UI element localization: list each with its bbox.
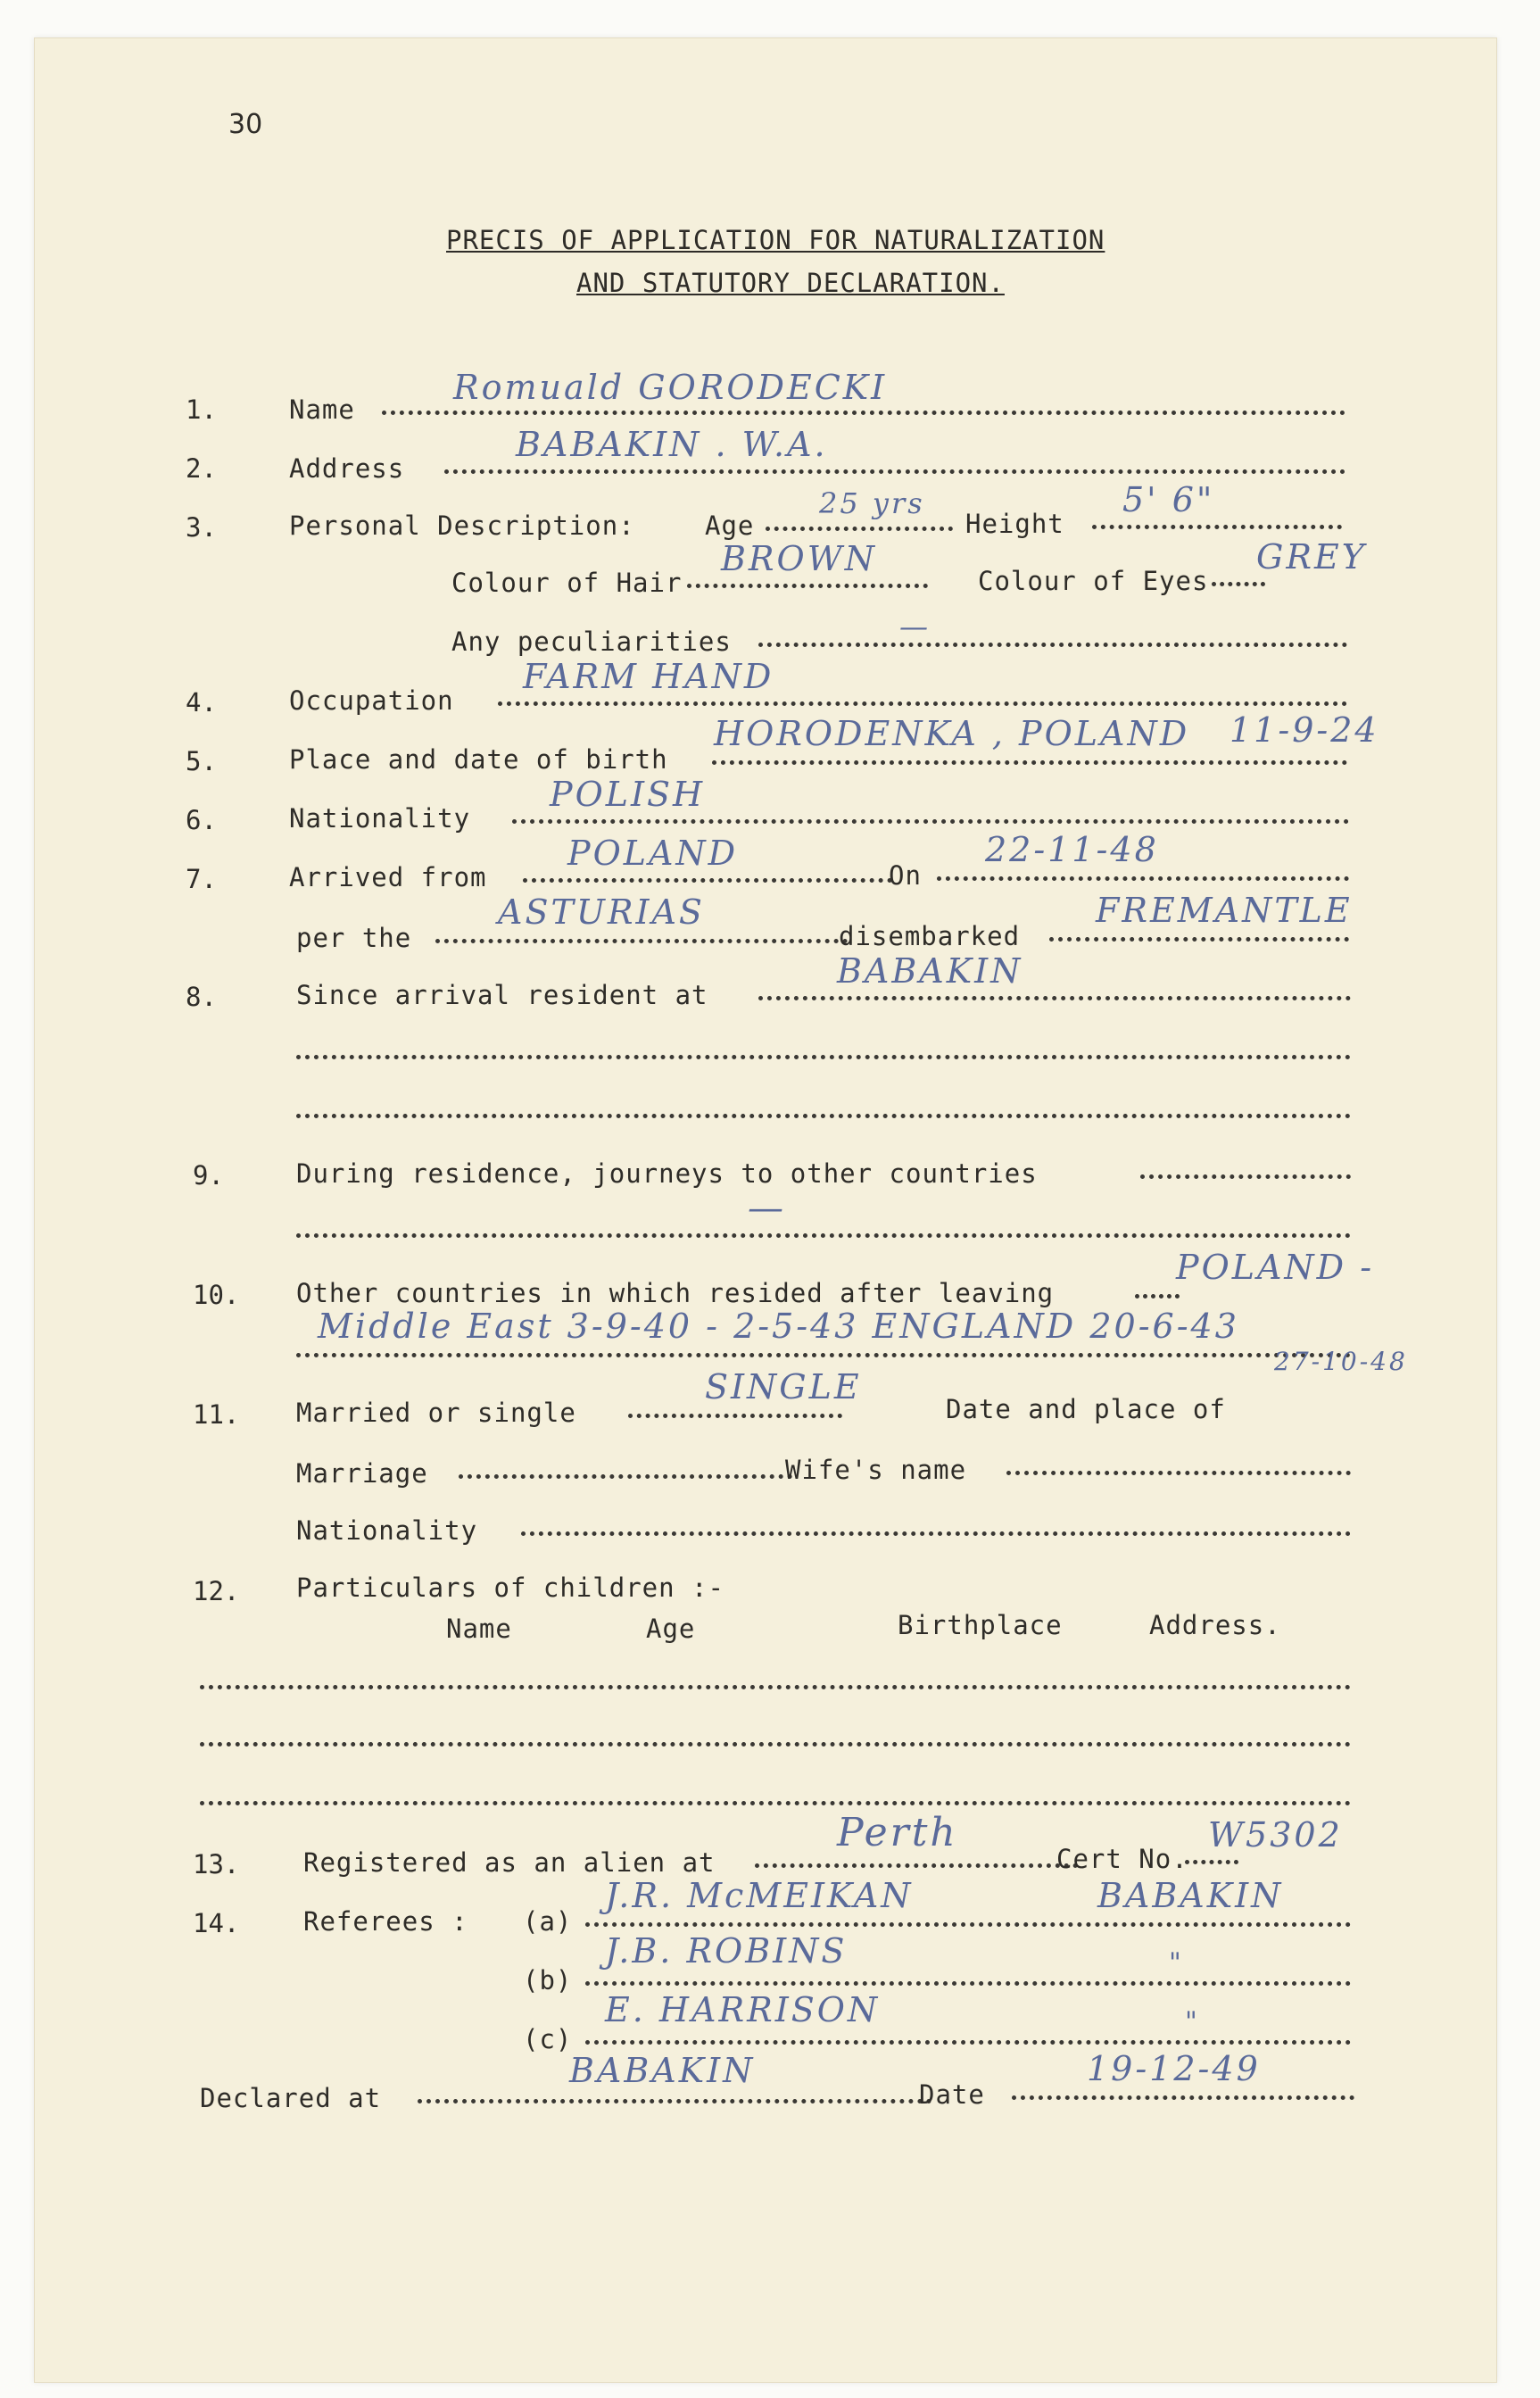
cert-no-entry: W5302	[1208, 1815, 1343, 1855]
dotted-line	[937, 876, 1349, 881]
arrived-on-entry: 22-11-48	[985, 830, 1159, 869]
item-number: 13.	[193, 1849, 240, 1879]
birth-label: Place and date of birth	[289, 744, 668, 775]
disembarked-label: disembarked	[839, 921, 1021, 951]
ref-a-place-entry: BABAKIN	[1097, 1876, 1284, 1915]
dotted-line	[1140, 1174, 1351, 1179]
item-number: 6.	[186, 805, 217, 835]
ref-b-label: (b)	[523, 1965, 573, 1996]
item-number: 4.	[186, 687, 217, 718]
item-number: 11.	[193, 1399, 240, 1430]
dotted-line	[1135, 1294, 1180, 1299]
dotted-line	[200, 1742, 1351, 1747]
dotted-line	[1092, 525, 1342, 529]
date-place-label: Date and place of	[946, 1394, 1226, 1424]
arrived-entry: POLAND	[567, 834, 739, 873]
nationality-label: Nationality	[289, 803, 471, 834]
ref-b-place-entry: "	[1169, 1947, 1184, 1979]
dotted-line	[459, 1474, 792, 1479]
resident-entry: BABAKIN	[837, 951, 1023, 991]
dotted-line	[444, 469, 1345, 474]
dotted-line	[628, 1414, 842, 1418]
dotted-line	[523, 878, 892, 883]
nationality2-label: Nationality	[296, 1515, 478, 1546]
height-entry: 5' 6"	[1122, 480, 1215, 519]
page-number: 30	[228, 109, 263, 140]
item-number: 1.	[186, 394, 217, 425]
age-entry: 25 yrs	[819, 486, 925, 520]
dotted-line	[1006, 1471, 1351, 1475]
dotted-line	[521, 1531, 1351, 1536]
ref-c-name-entry: E. HARRISON	[605, 1990, 881, 2029]
dotted-line	[296, 1055, 1351, 1059]
dotted-line	[758, 996, 1351, 1000]
col-birthplace-label: Birthplace	[898, 1610, 1063, 1640]
name-entry: Romuald GORODECKI	[453, 368, 888, 407]
birth-place-entry: HORODENKA , POLAND	[714, 714, 1190, 753]
dotted-line	[712, 760, 1347, 765]
marital-entry: SINGLE	[705, 1367, 862, 1406]
birth-date-entry: 11-9-24	[1230, 710, 1379, 750]
address-entry: BABAKIN . W.A.	[516, 425, 828, 464]
disembarked-entry: FREMANTLE	[1096, 891, 1353, 930]
height-label: Height	[965, 509, 1064, 539]
occupation-entry: FARM HAND	[523, 657, 774, 696]
eyes-entry: GREY	[1256, 537, 1367, 577]
item-number: 14.	[193, 1908, 240, 1938]
item-number: 7.	[186, 864, 217, 894]
item-number: 5.	[186, 746, 217, 776]
other-countries-label: Other countries in which resided after leaving	[296, 1278, 1055, 1308]
item-number: 3.	[186, 512, 217, 543]
arrived-label: Arrived from	[289, 862, 487, 892]
other-countries-end-entry: 27-10-48	[1274, 1347, 1408, 1376]
left-country-entry: POLAND -	[1176, 1248, 1375, 1287]
item-number: 12.	[193, 1576, 240, 1606]
dotted-line	[296, 1233, 1351, 1238]
dotted-line	[296, 1353, 1351, 1357]
on-label: On	[889, 860, 922, 891]
item-number: 2.	[186, 453, 217, 484]
children-label: Particulars of children :-	[296, 1572, 724, 1603]
item-number: 10.	[193, 1280, 240, 1310]
dotted-line	[687, 584, 928, 588]
dotted-line	[1012, 2095, 1354, 2100]
item-number: 8.	[186, 982, 217, 1012]
name-label: Name	[289, 394, 355, 425]
title-line-1: PRECIS OF APPLICATION FOR NATURALIZATION	[446, 225, 1105, 255]
col-address-label: Address.	[1149, 1610, 1281, 1640]
dotted-line	[435, 939, 848, 943]
other-countries-entry: Middle East 3-9-40 - 2-5-43 ENGLAND 20-6-43	[318, 1307, 1239, 1346]
dotted-line	[382, 411, 1345, 415]
occupation-label: Occupation	[289, 685, 454, 716]
personal-description-label: Personal Description:	[289, 510, 635, 541]
dotted-line	[755, 1863, 1078, 1868]
dotted-line	[1049, 937, 1349, 942]
address-label: Address	[289, 453, 405, 484]
dotted-line	[585, 1981, 1351, 1986]
age-label: Age	[705, 510, 755, 541]
dotted-line	[758, 643, 1347, 647]
document-page	[34, 37, 1497, 2383]
dotted-line	[498, 701, 1347, 706]
journeys-entry: —	[748, 1188, 786, 1229]
dotted-line	[1212, 582, 1265, 586]
hair-label: Colour of Hair	[451, 568, 683, 598]
per-the-label: per the	[296, 923, 412, 953]
ref-a-label: (a)	[523, 1906, 573, 1937]
eyes-label: Colour of Eyes	[978, 566, 1209, 596]
marriage-label: Marriage	[296, 1458, 428, 1489]
declared-at-entry: BABAKIN	[569, 2051, 756, 2090]
dotted-line	[585, 1922, 1351, 1927]
peculiarities-entry: —	[899, 610, 931, 643]
declared-date-entry: 19-12-49	[1087, 2049, 1261, 2088]
nationality-entry: POLISH	[550, 775, 706, 814]
dotted-line	[418, 2099, 931, 2103]
item-number: 9.	[193, 1160, 224, 1191]
title-line-2: AND STATUTORY DECLARATION.	[576, 268, 1005, 298]
peculiarities-label: Any peculiarities	[451, 626, 732, 657]
ref-b-name-entry: J.B. ROBINS	[605, 1931, 848, 1971]
ship-entry: ASTURIAS	[498, 892, 705, 932]
referees-label: Referees :	[303, 1906, 468, 1937]
dotted-line	[200, 1801, 1351, 1805]
registered-entry: Perth	[837, 1810, 958, 1855]
dotted-line	[1185, 1860, 1238, 1864]
resident-label: Since arrival resident at	[296, 980, 708, 1010]
declared-at-label: Declared at	[200, 2083, 382, 2113]
ref-c-place-entry: "	[1185, 2006, 1200, 2037]
dotted-line	[585, 2040, 1351, 2045]
wife-name-label: Wife's name	[785, 1455, 967, 1485]
registered-label: Registered as an alien at	[303, 1847, 716, 1878]
journeys-label: During residence, journeys to other countries	[296, 1158, 1038, 1189]
ref-c-label: (c)	[523, 2024, 573, 2054]
col-name-label: Name	[446, 1614, 512, 1644]
dotted-line	[766, 527, 953, 531]
hair-entry: BROWN	[721, 539, 877, 578]
ref-a-name-entry: J.R. McMEIKAN	[605, 1876, 914, 1915]
dotted-line	[296, 1114, 1351, 1118]
dotted-line	[200, 1685, 1351, 1689]
dotted-line	[512, 819, 1349, 824]
cert-no-label: Cert No.	[1056, 1844, 1188, 1874]
date-label: Date	[919, 2079, 985, 2110]
married-label: Married or single	[296, 1398, 576, 1428]
col-age-label: Age	[646, 1614, 696, 1644]
